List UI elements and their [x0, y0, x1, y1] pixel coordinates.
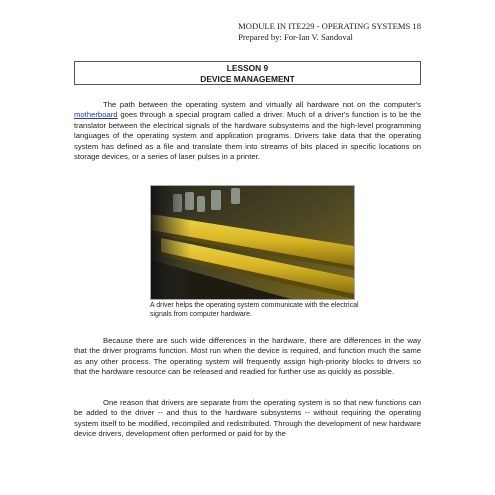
- lesson-title-box: [74, 61, 421, 85]
- figure-caption: A driver helps the operating system communicate with the electrical signals from computer hardware.: [150, 302, 359, 319]
- motherboard-link[interactable]: motherboard: [74, 110, 118, 120]
- author-line: Prepared by: For-Ian V. Sandoval: [238, 32, 353, 42]
- motherboard-slots-image: [151, 186, 354, 299]
- lesson-number: LESSON 9: [226, 63, 269, 73]
- paragraph-driver-differences: [74, 336, 421, 378]
- module-title: MODULE IN ITE229 - OPERATING SYSTEMS 18: [238, 21, 421, 31]
- motherboard-photo: [150, 185, 355, 300]
- paragraph-text: Because there are such wide differences in the hardware, there are differences in the way that the driver programs function. Most run when the device is required, and function much the same as any other process. The operating system will frequently assign high-priority blocks to drivers so that the hardware resource can be released and readied for further use as quickly as possible.: [74, 336, 421, 377]
- paragraph-text: One reason that drivers are separate from the operating system is so that new functions can be added to the driver -- and thus to the hardware subsystems -- without requiring the operating system itself to be modified, recompiled and redistributed. Through the development of new hardware device drivers, development often performed or paid for by the: [74, 398, 421, 439]
- page-header: [238, 21, 421, 43]
- paragraph-text: The path between the operating system and virtually all hardware not on the computer's: [103, 100, 421, 109]
- lesson-title: DEVICE MANAGEMENT: [200, 74, 295, 84]
- paragraph-driver-separation: [74, 398, 421, 440]
- paragraph-drivers-intro: [74, 100, 421, 162]
- paragraph-text: goes through a special program called a driver. Much of a driver's function is to be the translator between the electrical signals of the hardware subsystems and the high-level programming languages of the operating system and application programs. Drivers take data that the operating system has defined as a file and translate them into streams of bits placed in specific locations on storage devices, or a series of laser pulses in a printer.: [74, 110, 421, 162]
